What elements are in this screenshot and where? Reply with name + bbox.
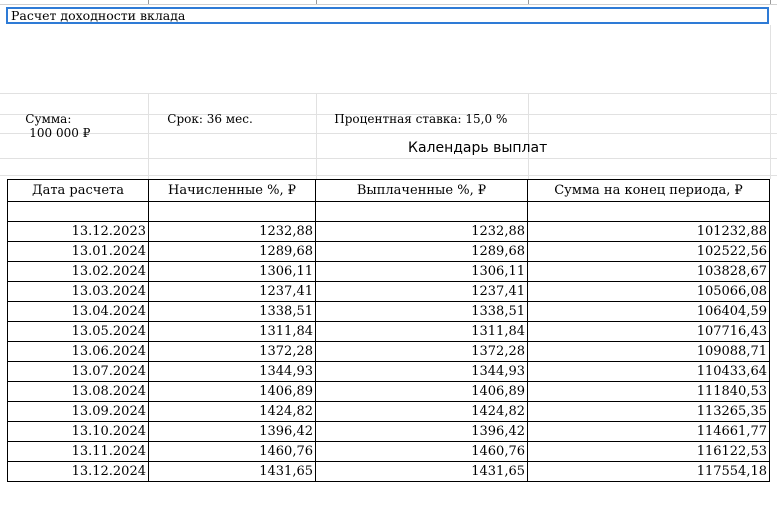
term-value: Срок: 36 мес. [167,112,253,126]
cell-date[interactable]: 13.04.2024 [8,302,149,322]
cell-paid[interactable]: 1338,51 [316,302,528,322]
rate-value: Процентная ставка: 15,0 % [334,112,508,126]
table-row [8,282,770,302]
gridline [0,158,777,159]
table-row [8,462,770,482]
table-row [8,342,770,362]
table-row [8,242,770,262]
cell-date[interactable]: 13.07.2024 [8,362,149,382]
table-row [8,262,770,282]
cell-paid[interactable]: 1431,65 [316,462,528,482]
cell-accrued[interactable]: 1372,28 [149,342,316,362]
sum-cell[interactable] [10,98,90,154]
cut-off-row [0,0,777,5]
cell-date[interactable]: 13.01.2024 [8,242,149,262]
cell-accrued[interactable]: 1338,51 [149,302,316,322]
table-row [8,362,770,382]
cell-balance[interactable]: 110433,64 [528,362,770,382]
cell-balance[interactable]: 116122,53 [528,442,770,462]
gridline [316,93,317,179]
cell-paid[interactable]: 1344,93 [316,362,528,382]
cell-balance[interactable]: 113265,35 [528,402,770,422]
cell-accrued[interactable]: 1344,93 [149,362,316,382]
table-row-empty [8,202,770,222]
rate-cell[interactable] [319,98,507,140]
table-row [8,382,770,402]
gridline [0,175,777,176]
cell-accrued[interactable]: 1237,41 [149,282,316,302]
cell-paid[interactable]: 1232,88 [316,222,528,242]
header-balance[interactable]: Сумма на конец периода, ₽ [528,180,770,202]
cell-date[interactable]: 13.10.2024 [8,422,149,442]
cell-accrued[interactable]: 1424,82 [149,402,316,422]
sum-label: Сумма: [25,112,72,126]
table-cell[interactable] [8,202,149,222]
cell-date[interactable]: 13.12.2023 [8,222,149,242]
cell-paid[interactable]: 1424,82 [316,402,528,422]
cell-accrued[interactable]: 1289,68 [149,242,316,262]
cell-accrued[interactable]: 1406,89 [149,382,316,402]
payment-calendar-table [7,179,770,482]
cell-balance[interactable]: 105066,08 [528,282,770,302]
cell-date[interactable]: 13.02.2024 [8,262,149,282]
table-row [8,222,770,242]
cell-date[interactable]: 13.03.2024 [8,282,149,302]
calendar-title: Календарь выплат [408,140,548,156]
table-cell[interactable] [528,202,770,222]
cell-accrued[interactable]: 1311,84 [149,322,316,342]
table-row [8,402,770,422]
cell-balance[interactable]: 114661,77 [528,422,770,442]
cell-paid[interactable]: 1306,11 [316,262,528,282]
cell-paid[interactable]: 1406,89 [316,382,528,402]
cell-balance[interactable]: 106404,59 [528,302,770,322]
cell-accrued[interactable]: 1396,42 [149,422,316,442]
cell-date[interactable]: 13.09.2024 [8,402,149,422]
title-cell-selected[interactable] [6,7,769,24]
gridline [148,93,149,179]
table-header-row [8,180,770,202]
cell-paid[interactable]: 1460,76 [316,442,528,462]
cell-paid[interactable]: 1311,84 [316,322,528,342]
cell-date[interactable]: 13.08.2024 [8,382,149,402]
table-row [8,422,770,442]
term-cell[interactable] [152,98,253,140]
cell-paid[interactable]: 1372,28 [316,342,528,362]
cell-paid[interactable]: 1237,41 [316,282,528,302]
cell-balance[interactable]: 101232,88 [528,222,770,242]
cell-balance[interactable]: 107716,43 [528,322,770,342]
gridline [770,25,771,179]
cell-balance[interactable]: 103828,67 [528,262,770,282]
header-date[interactable]: Дата расчета [8,180,149,202]
sum-value: 100 000 ₽ [29,126,91,140]
cell-date[interactable]: 13.05.2024 [8,322,149,342]
gridline [528,93,529,179]
cell-accrued[interactable]: 1431,65 [149,462,316,482]
cell-date[interactable]: 13.12.2024 [8,462,149,482]
table-cell[interactable] [149,202,316,222]
cell-accrued[interactable]: 1460,76 [149,442,316,462]
table-row [8,322,770,342]
cell-date[interactable]: 13.06.2024 [8,342,149,362]
cell-accrued[interactable]: 1232,88 [149,222,316,242]
cell-balance[interactable]: 109088,71 [528,342,770,362]
header-paid[interactable]: Выплаченные %, ₽ [316,180,528,202]
header-accrued[interactable]: Начисленные %, ₽ [149,180,316,202]
cell-paid[interactable]: 1289,68 [316,242,528,262]
gridline [0,93,777,94]
table-row [8,302,770,322]
cell-date[interactable]: 13.11.2024 [8,442,149,462]
table-row [8,442,770,462]
sheet-title: Расчет доходности вклада [11,8,186,23]
table-cell[interactable] [316,202,528,222]
cell-balance[interactable]: 102522,56 [528,242,770,262]
cell-paid[interactable]: 1396,42 [316,422,528,442]
cell-accrued[interactable]: 1306,11 [149,262,316,282]
cell-balance[interactable]: 117554,18 [528,462,770,482]
cell-balance[interactable]: 111840,53 [528,382,770,402]
